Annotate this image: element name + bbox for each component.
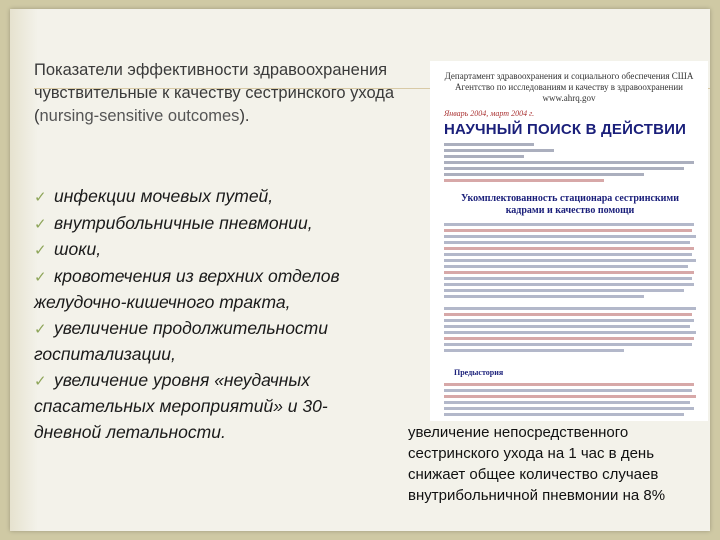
- outcomes-list: [34, 184, 364, 445]
- title-end: ).: [239, 107, 250, 125]
- checkmark-icon: ✓: [34, 215, 47, 233]
- list-item: ✓ инфекции мочевых путей,: [34, 184, 364, 211]
- article-section-heading: Предыстория: [454, 368, 504, 377]
- list-item: ✓ внутрибольничные пневмонии,: [34, 211, 364, 238]
- list-item: ✓ увеличение уровня «неудачных спасательных мероприятий» и 30-дневной летальности.: [34, 369, 328, 442]
- slide-title: [34, 59, 424, 128]
- slide: [10, 9, 710, 531]
- article-image: [430, 61, 708, 421]
- checkmark-icon: ✓: [34, 268, 47, 286]
- article-department: Департамент здравоохранения и социального обеспечения США Агентство по исследованиям и качеству в здравоохранении www.ahrq.gov: [444, 71, 694, 103]
- title-russian: Показатели эффективности здравоохранения чувствительные к качеству сестринского ухода (: [34, 61, 395, 125]
- checkmark-icon: ✓: [34, 189, 47, 206]
- checkmark-icon: ✓: [34, 242, 47, 259]
- title-latin: nursing-sensitive outcomes: [39, 107, 240, 125]
- article-subheading: Укомплектованность стационара сестринскими кадрами и качество помощи: [461, 193, 679, 216]
- list-item: ✓ шоки,: [34, 237, 364, 264]
- checkmark-icon: ✓: [34, 320, 47, 338]
- list-item: ✓ увеличение продолжительности госпитализации,: [34, 317, 328, 364]
- article-date: Январь 2004, март 2004 г.: [444, 109, 535, 118]
- checkmark-icon: ✓: [34, 372, 47, 390]
- finding-caption: увеличение непосредственного сестринского ухода на 1 час в день снижает общее количество случаев внутрибольничной пневмонии на 8%: [408, 424, 666, 504]
- list-item: ✓ кровотечения из верхних отделов желудочно-кишечного тракта,: [34, 265, 340, 312]
- article-heading: НАУЧНЫЙ ПОИСК В ДЕЙСТВИИ: [444, 121, 687, 138]
